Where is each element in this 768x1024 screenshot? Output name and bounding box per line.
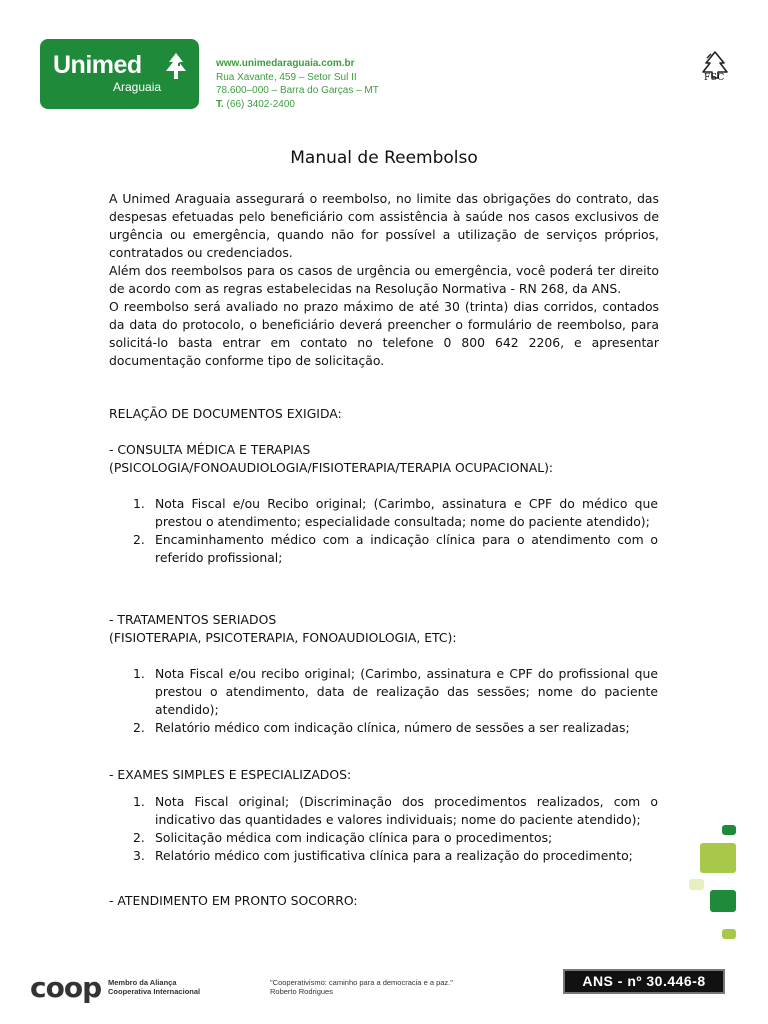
address-line-2: 78.600–000 – Barra do Garças – MT [216,85,379,96]
list-item [133,847,658,865]
list-item [133,719,658,737]
list-item [133,793,658,829]
logo-name: Unimed [53,51,142,79]
list-item-text: Nota Fiscal e/ou Recibo original; (Carimbo, assinatura e CPF do médico que prestou o atendimento; especialidade consultada; nome do paciente atendido); [155,496,658,529]
decorative-square [700,843,736,873]
fsc-label: FSC [704,73,725,83]
document-list [133,665,658,737]
decorative-square [722,929,736,939]
document-list [133,495,658,567]
list-item [133,495,658,531]
intro-paragraph-1: A Unimed Araguaia assegurará o reembolso, no limite das obrigações do contrato, das despesas efetuadas pelo beneficiário com assistência à saúde nos casos exclusivos de urgência ou emergência, quando não for possível a utilização de serviços próprios, contratados ou credenciados. [109,191,659,260]
logo-region: Araguaia [113,80,162,94]
unimed-logo [40,39,199,109]
intro-text [109,190,659,370]
coop-logo [30,970,106,1004]
website-link[interactable]: www.unimedaraguaia.com.br [216,58,355,69]
list-item-text: Relatório médico com justificativa clínica para a realização do procedimento; [155,848,633,863]
quote-text: "Cooperativismo: caminho para a democracia e a paz." [270,978,453,987]
list-item-text: Relatório médico com indicação clínica, número de sessões a ser realizadas; [155,720,630,735]
list-item-text: Nota Fiscal original; (Discriminação dos procedimentos realizados, com o indicativo das quantidades e valores individuais; nome do paciente atendido); [155,794,658,827]
ans-registration-badge: ANS - nº 30.446-8 [563,969,725,994]
list-number: 1. [133,496,145,511]
phone-prefix: T. [216,98,224,110]
list-item [133,665,658,719]
list-item-text: Solicitação médica com indicação clínica para o procedimentos; [155,830,553,845]
phone-line [216,98,379,112]
section-subheading: (FISIOTERAPIA, PSICOTERAPIA, FONOAUDIOLOGIA, ETC): [109,630,457,645]
unimed-tree-icon [163,52,189,80]
coop-line-2: Cooperativa Internacional [108,987,201,996]
decorative-square [689,879,704,890]
list-number: 2. [133,830,145,845]
section-subheading: (PSICOLOGIA/FONOAUDIOLOGIA/FISIOTERAPIA/TERAPIA OCUPACIONAL): [109,460,554,475]
footer-quote [270,978,453,996]
list-number: 2. [133,532,145,547]
document-list [133,793,658,865]
coop-membership-text [108,978,200,996]
documents-heading: RELAÇÃO DE DOCUMENTOS EXIGIDA: [109,406,342,421]
coop-logo-text: coop [30,971,102,1004]
section-heading: - ATENDIMENTO EM PRONTO SOCORRO: [109,893,358,908]
phone-number: (66) 3402-2400 [223,98,295,110]
intro-paragraph-3: O reembolso será avaliado no prazo máximo de até 30 (trinta) dias corridos, contados da data do protocolo, o beneficiário deverá preencher o formulário de reembolso, para solicitá-lo basta entrar em contato no telefone 0 800 642 2206, e apresentar documentação conforme tipo de solicitação. [109,299,659,368]
section-heading: - TRATAMENTOS SERIADOS [109,612,277,627]
decorative-square [710,890,736,912]
list-item-text: Nota Fiscal e/ou recibo original; (Carimbo, assinatura e CPF do profissional que prestou o atendimento, data de realização das sessões; nome do paciente atendido); [155,666,658,717]
quote-author: Roberto Rodrigues [270,987,333,996]
decorative-square [722,825,736,835]
list-number: 2. [133,720,145,735]
list-item [133,531,658,567]
section-heading: - CONSULTA MÉDICA E TERAPIAS [109,442,311,457]
intro-paragraph-2: Além dos reembolsos para os casos de urgência ou emergência, você poderá ter direito de acordo com as regras estabelecidas na Resolução Normativa - RN 268, da ANS. [109,263,659,296]
section-heading: - EXAMES SIMPLES E ESPECIALIZADOS: [109,767,352,782]
list-number: 3. [133,848,145,863]
contact-block [216,57,379,111]
address-line-1: Rua Xavante, 459 – Setor Sul II [216,71,357,83]
list-item [133,829,658,847]
list-number: 1. [133,666,145,681]
coop-line-1: Membro da Aliança [108,978,177,987]
list-number: 1. [133,794,145,809]
page-title: Manual de Reembolso [290,148,478,168]
list-item-text: Encaminhamento médico com a indicação clínica para o atendimento com o referido profissional; [155,532,658,565]
